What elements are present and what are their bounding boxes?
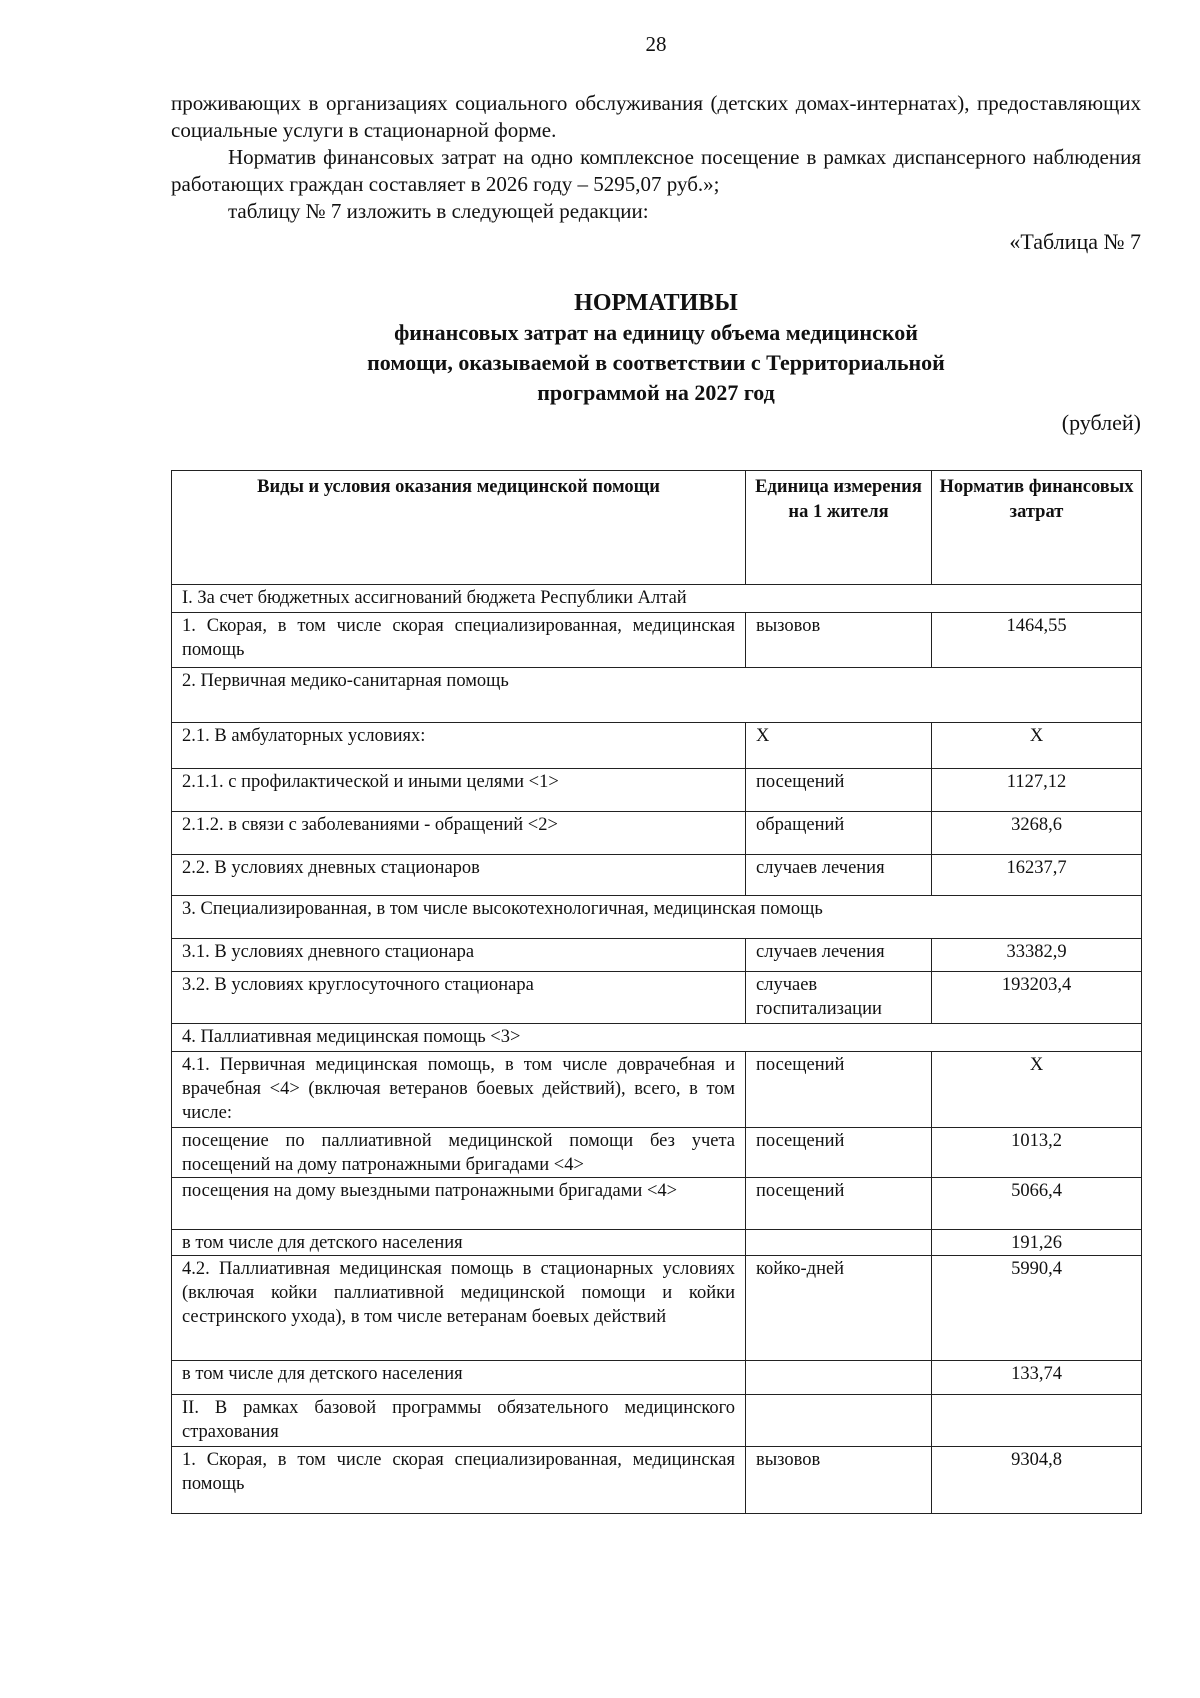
unit-cell: обращений (746, 812, 932, 855)
section-row (172, 585, 1142, 613)
section-cell: 4. Паллиативная медицинская помощь <3> (172, 1024, 1142, 1052)
unit-cell: случаев лечения (746, 939, 932, 972)
name-cell: 1. Скорая, в том числе скорая специализированная, медицинская помощь (172, 613, 746, 668)
name-cell: посещения на дому выездными патронажными бригадами <4> (172, 1178, 746, 1230)
table-row (172, 1052, 1142, 1128)
table-row (172, 812, 1142, 855)
header-cell: Норматив финансовых затрат (932, 471, 1142, 585)
section-row (172, 668, 1142, 723)
value-cell (932, 1395, 1142, 1447)
table-reference: «Таблица № 7 (1009, 229, 1141, 254)
name-cell: II. В рамках базовой программы обязательного медицинского страхования (172, 1395, 746, 1447)
value-cell: 1013,2 (932, 1128, 1142, 1178)
value-cell: 33382,9 (932, 939, 1142, 972)
value-cell: 3268,6 (932, 812, 1142, 855)
unit-cell (746, 1395, 932, 1447)
name-cell: 4.1. Первичная медицинская помощь, в том числе доврачебная и врачебная <4> (включая ветеранов боевых действий), всего, в том числе: (172, 1052, 746, 1128)
value-cell: 5066,4 (932, 1178, 1142, 1230)
name-cell: 1. Скорая, в том числе скорая специализированная, медицинская помощь (172, 1447, 746, 1514)
name-cell: 2.1. В амбулаторных условиях: (172, 723, 746, 769)
name-cell: 2.1.2. в связи с заболеваниями - обращений <2> (172, 812, 746, 855)
units-label: (рублей) (1061, 410, 1141, 435)
name-cell: 4.2. Паллиативная медицинская помощь в стационарных условиях (включая койки паллиативной медицинской помощи и койки сестринского ухода), в том числе ветеранам боевых действий (172, 1256, 746, 1361)
unit-cell: посещений (746, 769, 932, 812)
value-cell: 193203,4 (932, 972, 1142, 1024)
name-cell: посещение по паллиативной медицинской помощи без учета посещений на дому патронажными бригадами <4> (172, 1128, 746, 1178)
name-cell: 2.1.1. с профилактической и иными целями <1> (172, 769, 746, 812)
table-row (172, 1128, 1142, 1178)
table-row (172, 723, 1142, 769)
paragraph: Норматив финансовых затрат на одно комплексное посещение в рамках диспансерного наблюдения работающих граждан составляет в 2026 году – 5295,07 руб.»; (171, 145, 1141, 196)
section-cell: 3. Специализированная, в том числе высокотехнологичная, медицинская помощь (172, 896, 1142, 939)
unit-cell: койко-дней (746, 1256, 932, 1361)
value-cell: 1464,55 (932, 613, 1142, 668)
value-cell: 9304,8 (932, 1447, 1142, 1514)
unit-cell: вызовов (746, 1447, 932, 1514)
table-row (172, 1395, 1142, 1447)
name-cell: 3.2. В условиях круглосуточного стационара (172, 972, 746, 1024)
title-line: финансовых затрат на единицу объема медицинской (394, 320, 918, 345)
table-row (172, 1447, 1142, 1514)
table-title (171, 288, 1141, 408)
unit-cell: Х (746, 723, 932, 769)
unit-cell: случаев госпитализации (746, 972, 932, 1024)
table-row (172, 939, 1142, 972)
name-cell: 3.1. В условиях дневного стационара (172, 939, 746, 972)
name-cell: 2.2. В условиях дневных стационаров (172, 855, 746, 896)
table-row (172, 1361, 1142, 1395)
table-row (172, 1256, 1142, 1361)
value-cell: 5990,4 (932, 1256, 1142, 1361)
header-cell: Единица измерения на 1 жителя (746, 471, 932, 585)
section-row (172, 1024, 1142, 1052)
value-cell: 191,26 (932, 1230, 1142, 1256)
table-header-row (172, 471, 1142, 585)
unit-cell: вызовов (746, 613, 932, 668)
value-cell: Х (932, 723, 1142, 769)
unit-cell: посещений (746, 1178, 932, 1230)
title-line: помощи, оказываемой в соответствии с Территориальной (367, 350, 945, 375)
value-cell: 1127,12 (932, 769, 1142, 812)
title-main: НОРМАТИВЫ (574, 290, 738, 316)
paragraph: проживающих в организациях социального обслуживания (детских домах-интернатах), предоставляющих социальные услуги в стационарной форме. (171, 91, 1141, 142)
section-row (172, 896, 1142, 939)
unit-cell: посещений (746, 1052, 932, 1128)
table-row (172, 1178, 1142, 1230)
page-number: 28 (645, 32, 667, 56)
unit-cell: посещений (746, 1128, 932, 1178)
unit-cell: случаев лечения (746, 855, 932, 896)
value-cell: 16237,7 (932, 855, 1142, 896)
paragraph: таблицу № 7 изложить в следующей редакции: (228, 199, 649, 223)
section-cell: 2. Первичная медико-санитарная помощь (172, 668, 1142, 723)
title-line: программой на 2027 год (537, 380, 775, 405)
unit-cell (746, 1361, 932, 1395)
table-row (172, 769, 1142, 812)
name-cell: в том числе для детского населения (172, 1230, 746, 1256)
table-row (172, 1230, 1142, 1256)
table-row (172, 855, 1142, 896)
header-cell: Виды и условия оказания медицинской помощи (172, 471, 746, 585)
body-text (171, 90, 1141, 225)
section-cell: I. За счет бюджетных ассигнований бюджета Республики Алтай (172, 585, 1142, 613)
value-cell: Х (932, 1052, 1142, 1128)
name-cell: в том числе для детского населения (172, 1361, 746, 1395)
unit-cell (746, 1230, 932, 1256)
table-row (172, 613, 1142, 668)
table-row (172, 972, 1142, 1024)
norms-table (171, 470, 1142, 1514)
value-cell: 133,74 (932, 1361, 1142, 1395)
